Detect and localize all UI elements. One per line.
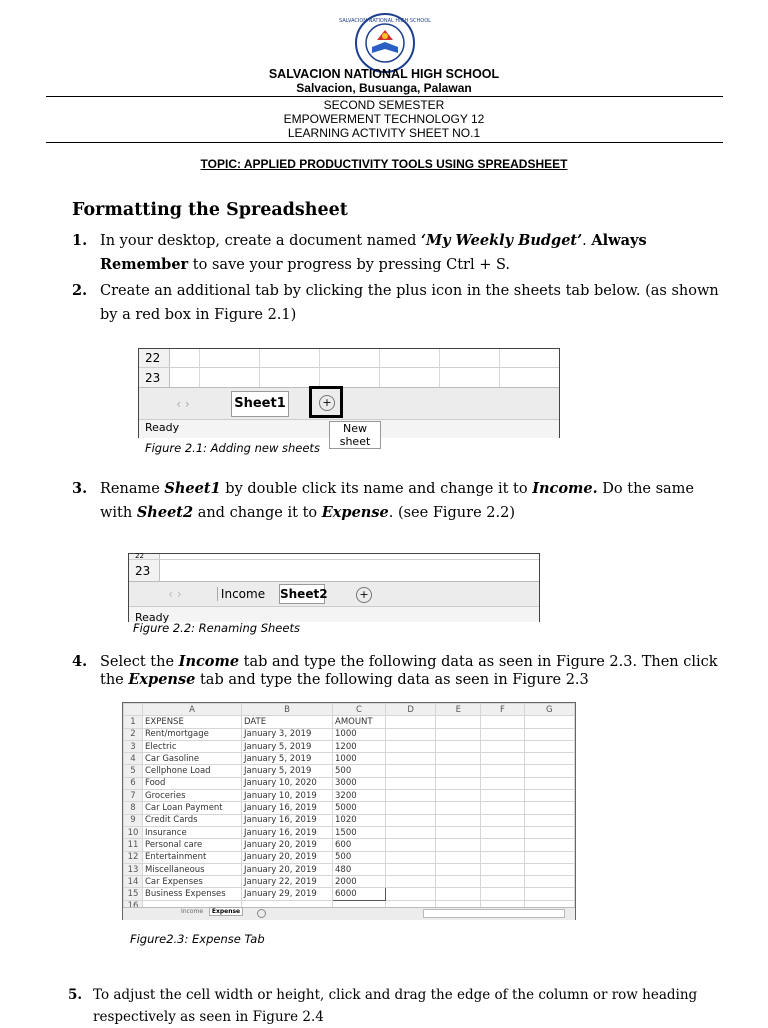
column-header[interactable]: A [143,704,242,716]
step-number: 5. [68,987,83,1003]
plus-icon[interactable]: + [356,587,372,603]
section-title: Formatting the Spreadsheet [72,200,348,220]
step-3: 3. Rename Sheet1 by double click its name and change it to Income. Do the same with Sheet2 and change it to Expense. (see Figure 2.2) [72,477,732,527]
step-number: 2. [72,282,88,299]
table-row: 7 Groceries January 10, 2019 3200 [124,790,575,802]
horizontal-scrollbar[interactable] [423,909,565,918]
column-header[interactable]: D [386,704,436,716]
table-row: 1 EXPENSE DATE AMOUNT [124,716,575,728]
school-address: Salvacion, Busuanga, Palawan [296,81,472,95]
figure-2-2 [128,553,540,622]
table-row: 13 Miscellaneous January 20, 2019 480 [124,863,575,875]
column-header[interactable]: E [436,704,481,716]
table-row: 9 Credit Cards January 16, 2019 1020 [124,814,575,826]
step-number: 1. [72,232,88,249]
header-divider-bottom [46,142,723,143]
row-header: 22 [139,349,170,367]
column-header[interactable]: C [333,704,386,716]
step-4: 4. Select the Income tab and type the following data as seen in Figure 2.3. Then click the Expense tab and type the following data as seen in Figure 2.3 [72,653,718,688]
topic-title: TOPIC: APPLIED PRODUCTIVITY TOOLS USING SPREADSHEET [200,157,568,171]
table-row: 5 Cellphone Load January 5, 2019 500 [124,765,575,777]
plus-icon[interactable]: + [319,395,335,411]
scroll-arrows-icon[interactable]: ‹ › [176,397,190,411]
table-row: 14 Car Expenses January 22, 2019 2000 [124,876,575,888]
activity-title: LEARNING ACTIVITY SHEET NO.1 [287,126,481,140]
tooltip: New sheet [329,421,381,449]
column-header[interactable]: F [481,704,524,716]
school-name: SALVACION NATIONAL HIGH SCHOOL [268,67,500,81]
table-row: 11 Personal care January 20, 2019 600 [124,839,575,851]
row-header: 23 [129,560,160,582]
figure-2-3-caption: Figure2.3: Expense Tab [130,932,265,946]
step-2: 2. Create an additional tab by clicking the plus icon in the sheets tab below. (as shown by a red box in Figure 2.1) [72,279,732,329]
plus-icon[interactable] [257,909,266,918]
scroll-arrows-icon[interactable]: ‹ › [168,587,182,601]
income-tab[interactable]: Income [217,587,268,601]
semester: SECOND SEMESTER [323,98,445,112]
figure-2-3 [122,702,576,920]
row-header: 23 [139,368,170,388]
table-row: 3 Electric January 5, 2019 1200 [124,740,575,752]
table-row: 10 Insurance January 16, 2019 1500 [124,826,575,838]
step-5: 5. To adjust the cell width or height, click and drag the edge of the column or row heading respectively as seen in Figure 2.4 [68,984,728,1024]
sheet2-tab[interactable]: Sheet2 [279,584,325,604]
subject: EMPOWERMENT TECHNOLOGY 12 [283,112,485,126]
step-number: 4. [72,653,88,670]
status-text: Ready [135,611,170,624]
table-row: 6 Food January 10, 2020 3000 [124,777,575,789]
expense-table [123,703,575,913]
sheet-tab[interactable]: Sheet1 [231,391,289,417]
step-number: 3. [72,480,88,497]
figure-2-1-caption: Figure 2.1: Adding new sheets [145,441,320,455]
table-row: 12 Entertainment January 20, 2019 500 [124,851,575,863]
step-1: 1. In your desktop, create a document named ‘My Weekly Budget’. Always Remember to save your progress by pressing Ctrl + S. [72,229,732,279]
table-row: 15 Business Expenses January 29, 2019 6000 [124,888,575,900]
status-text: Ready [145,421,180,434]
income-tab[interactable]: Income [180,908,204,915]
expense-tab[interactable]: Expense [209,907,243,916]
column-header[interactable]: G [524,704,575,716]
logo-text: SALVACION NATIONAL HIGH SCHOOL [339,18,431,24]
table-row: 2 Rent/mortgage January 3, 2019 1000 [124,728,575,740]
table-row: 8 Car Loan Payment January 16, 2019 5000 [124,802,575,814]
figure-2-2-caption: Figure 2.2: Renaming Sheets [133,621,300,635]
column-header[interactable]: B [242,704,333,716]
school-logo [339,12,431,74]
row-header: 22 [129,554,160,559]
header-divider [46,96,723,97]
table-row: 4 Car Gasoline January 5, 2019 1000 [124,753,575,765]
